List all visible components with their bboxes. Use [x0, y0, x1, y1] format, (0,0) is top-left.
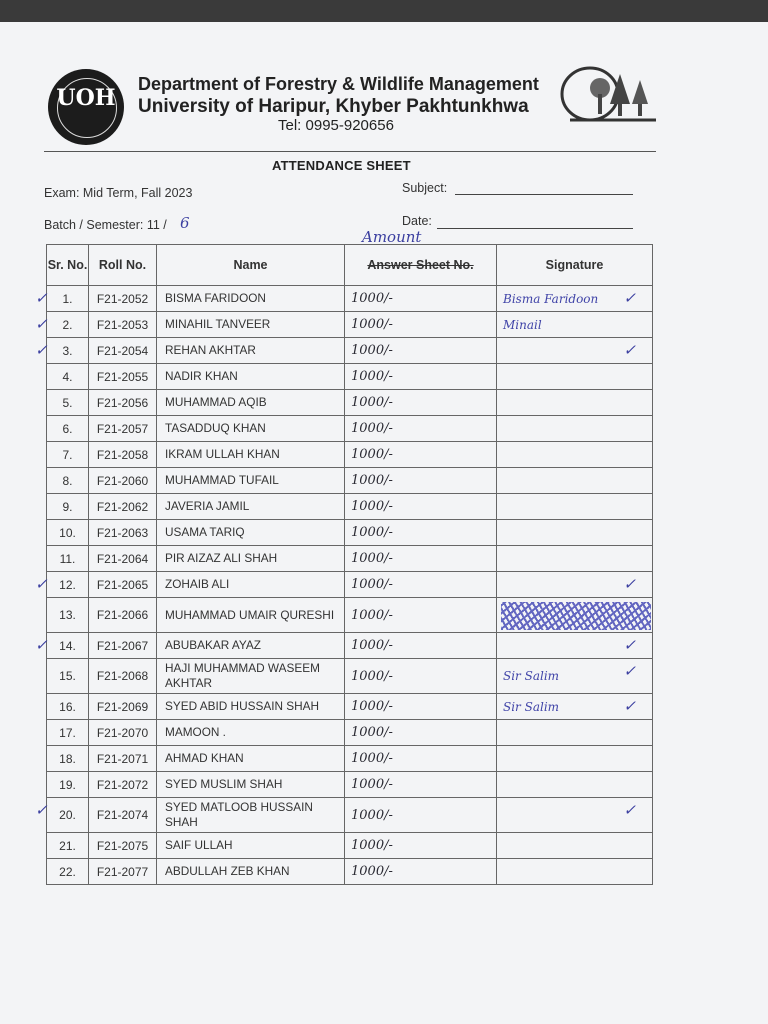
table-row	[47, 494, 653, 520]
tick-mark-icon: ✓	[623, 663, 636, 680]
amount-text: 1000/-	[351, 291, 393, 306]
name-cell	[157, 520, 345, 546]
roll-cell	[89, 286, 157, 312]
sr-text: 7.	[62, 447, 73, 462]
amount-text: 1000/-	[351, 499, 393, 514]
amount-cell	[345, 520, 497, 546]
amount-cell	[345, 442, 497, 468]
table-row	[47, 520, 653, 546]
name-cell	[157, 746, 345, 772]
sr-text: 6.	[62, 421, 73, 436]
col-header-answer-sheet: Answer Sheet No.	[345, 245, 497, 286]
amount-text: 1000/-	[351, 317, 393, 332]
subject-blank-line	[455, 194, 633, 195]
sr-text: 18.	[59, 751, 76, 766]
attendance-table	[35, 244, 653, 885]
name-cell	[157, 659, 345, 694]
amount-text: 1000/-	[351, 607, 393, 623]
signature-text: Sir Salim	[503, 699, 560, 714]
amount-cell	[345, 546, 497, 572]
amount-cell	[345, 468, 497, 494]
name-text: ABUBAKAR AYAZ	[165, 638, 261, 652]
sr-text: 21.	[59, 838, 76, 853]
sr-text: 4.	[62, 369, 73, 384]
sr-cell	[47, 442, 89, 468]
roll-text: F21-2070	[96, 725, 149, 740]
margin-tick-icon: ✓	[35, 802, 48, 819]
name-text: TASADDUQ KHAN	[165, 421, 266, 435]
sr-cell	[47, 520, 89, 546]
name-cell	[157, 772, 345, 798]
signature-cell	[497, 286, 653, 312]
name-cell	[157, 546, 345, 572]
roll-text: F21-2065	[96, 577, 149, 592]
roll-cell	[89, 338, 157, 364]
sr-text: 22.	[59, 864, 76, 879]
amount-cell	[345, 633, 497, 659]
amount-cell	[345, 416, 497, 442]
signature-cell	[497, 633, 653, 659]
amount-text: 1000/-	[351, 807, 393, 823]
table-row	[47, 390, 653, 416]
signature-text	[497, 778, 503, 792]
table-row	[47, 286, 653, 312]
name-text: MUHAMMAD UMAIR QURESHI	[165, 607, 335, 622]
forestry-department-logo	[560, 64, 660, 126]
amount-text: 1000/-	[351, 838, 393, 853]
amount-cell	[345, 772, 497, 798]
amount-text: 1000/-	[351, 577, 393, 592]
amount-text: 1000/-	[351, 473, 393, 488]
sr-cell	[47, 468, 89, 494]
signature-text	[497, 639, 503, 653]
amount-cell	[345, 312, 497, 338]
name-text: MUHAMMAD AQIB	[165, 395, 267, 409]
batch-label: Batch / Semester: 11 /	[44, 218, 167, 232]
exam-label: Exam: Mid Term, Fall 2023	[44, 186, 193, 200]
name-cell	[157, 798, 345, 833]
name-cell	[157, 468, 345, 494]
amount-text: 1000/-	[351, 751, 393, 766]
sr-text: 14.	[59, 638, 76, 653]
roll-cell	[89, 659, 157, 694]
name-cell	[157, 633, 345, 659]
name-text: SYED MATLOOB HUSSAIN SHAH	[165, 800, 313, 829]
amount-text: 1000/-	[351, 864, 393, 879]
amount-text: 1000/-	[351, 777, 393, 792]
name-text: PIR AIZAZ ALI SHAH	[165, 551, 278, 565]
roll-text: F21-2054	[96, 343, 149, 358]
table-row	[47, 364, 653, 390]
sr-text: 16.	[59, 699, 76, 714]
table-row	[47, 312, 653, 338]
name-cell	[157, 286, 345, 312]
signature-cell	[497, 833, 653, 859]
name-cell	[157, 833, 345, 859]
roll-text: F21-2067	[96, 638, 149, 653]
roll-cell	[89, 746, 157, 772]
amount-cell	[345, 494, 497, 520]
sr-cell	[47, 416, 89, 442]
roll-text: F21-2066	[96, 608, 149, 622]
name-cell	[157, 572, 345, 598]
signature-cell	[497, 442, 653, 468]
amount-handwritten-header: Amount	[362, 228, 422, 246]
name-cell	[157, 694, 345, 720]
roll-text: F21-2069	[96, 699, 149, 714]
name-text: MUHAMMAD TUFAIL	[165, 473, 279, 487]
signature-text	[497, 500, 503, 514]
roll-text: F21-2074	[96, 808, 149, 822]
amount-cell	[345, 720, 497, 746]
amount-cell	[345, 659, 497, 694]
signature-cell	[497, 598, 653, 633]
name-cell	[157, 442, 345, 468]
name-cell	[157, 859, 345, 885]
signature-cell	[497, 494, 653, 520]
signature-cell	[497, 798, 653, 833]
signature-cell	[497, 364, 653, 390]
sr-cell	[35, 633, 89, 659]
signature-text	[497, 422, 503, 436]
amount-cell	[345, 746, 497, 772]
table-row	[47, 572, 653, 598]
amount-cell	[345, 572, 497, 598]
sr-text: 13.	[59, 608, 76, 622]
signature-text	[497, 448, 503, 462]
sr-cell	[35, 312, 89, 338]
signature-cell	[497, 859, 653, 885]
sr-cell	[35, 798, 89, 833]
name-cell	[157, 494, 345, 520]
amount-cell	[345, 286, 497, 312]
roll-cell	[89, 442, 157, 468]
col-header-signature: Signature	[497, 245, 653, 286]
amount-text: 1000/-	[351, 638, 393, 653]
name-text: NADIR KHAN	[165, 369, 238, 383]
signature-cell	[497, 746, 653, 772]
table-row	[47, 659, 653, 694]
header-divider	[44, 151, 656, 152]
sr-cell	[47, 694, 89, 720]
signature-text	[497, 578, 503, 592]
sr-cell	[47, 859, 89, 885]
sr-text: 8.	[62, 473, 73, 488]
seal-monogram: UOH	[56, 85, 116, 111]
amount-text: 1000/-	[351, 343, 393, 358]
table-row	[47, 746, 653, 772]
amount-text: 1000/-	[351, 699, 393, 714]
name-text: MAMOON .	[165, 725, 226, 739]
col-header-sr: Sr. No.	[47, 245, 89, 286]
signature-text	[497, 370, 503, 384]
name-text: SYED ABID HUSSAIN SHAH	[165, 699, 320, 713]
sr-text: 15.	[59, 669, 76, 683]
sr-text: 20.	[59, 808, 76, 822]
sr-text: 5.	[62, 395, 73, 410]
sr-cell	[47, 494, 89, 520]
signature-cell	[497, 772, 653, 798]
subject-label: Subject:	[402, 181, 448, 195]
sr-cell	[47, 659, 89, 694]
signature-cell	[497, 312, 653, 338]
signature-text	[497, 752, 503, 766]
amount-text: 1000/-	[351, 525, 393, 540]
roll-text: F21-2062	[96, 499, 149, 514]
sr-cell	[47, 720, 89, 746]
name-text: MINAHIL TANVEER	[165, 317, 271, 331]
sr-text: 19.	[59, 777, 76, 792]
tick-mark-icon: ✓	[623, 802, 636, 819]
name-cell	[157, 416, 345, 442]
margin-tick-icon: ✓	[35, 342, 48, 359]
name-cell	[157, 338, 345, 364]
roll-text: F21-2057	[96, 421, 149, 436]
roll-cell	[89, 798, 157, 833]
signature-cell	[497, 659, 653, 694]
amount-cell	[345, 338, 497, 364]
name-text: IKRAM ULLAH KHAN	[165, 447, 280, 461]
roll-cell	[89, 572, 157, 598]
name-text: HAJI MUHAMMAD WASEEM AKHTAR	[165, 661, 320, 690]
table-header-row	[47, 245, 653, 286]
table-row	[47, 859, 653, 885]
amount-cell	[345, 859, 497, 885]
name-text: ZOHAIB ALI	[165, 577, 230, 591]
signature-cell	[497, 390, 653, 416]
amount-text: 1000/-	[351, 421, 393, 436]
roll-cell	[89, 720, 157, 746]
name-text: BISMA FARIDOON	[165, 291, 266, 305]
attendance-sheet-paper	[0, 22, 768, 1024]
tick-mark-icon: ✓	[623, 342, 636, 359]
signature-text	[497, 552, 503, 566]
amount-cell	[345, 390, 497, 416]
table-row	[47, 720, 653, 746]
sr-cell	[47, 546, 89, 572]
roll-text: F21-2068	[96, 669, 149, 683]
signature-text: Sir Salim	[503, 669, 560, 683]
amount-cell	[345, 598, 497, 633]
table-row	[47, 416, 653, 442]
roll-cell	[89, 546, 157, 572]
name-text: ABDULLAH ZEB KHAN	[165, 864, 290, 878]
roll-cell	[89, 520, 157, 546]
roll-text: F21-2052	[96, 291, 149, 306]
sr-cell	[47, 390, 89, 416]
amount-text: 1000/-	[351, 395, 393, 410]
sr-cell	[47, 833, 89, 859]
signature-cell	[497, 546, 653, 572]
sr-cell	[35, 286, 89, 312]
roll-text: F21-2063	[96, 525, 149, 540]
name-text: SAIF ULLAH	[165, 838, 233, 852]
sr-text: 10.	[59, 525, 76, 540]
sr-text: 9.	[62, 499, 73, 514]
margin-tick-icon: ✓	[35, 316, 48, 333]
roll-cell	[89, 598, 157, 633]
tick-mark-icon: ✓	[623, 576, 636, 593]
name-text: USAMA TARIQ	[165, 525, 245, 539]
sr-cell	[35, 572, 89, 598]
tick-mark-icon: ✓	[623, 698, 636, 715]
signature-text	[497, 726, 503, 740]
sr-cell	[47, 746, 89, 772]
roll-cell	[89, 364, 157, 390]
sr-text: 2.	[62, 317, 73, 332]
col-header-roll: Roll No.	[89, 245, 157, 286]
sr-cell	[35, 338, 89, 364]
name-cell	[157, 598, 345, 633]
margin-tick-icon: ✓	[35, 637, 48, 654]
signature-cell	[497, 468, 653, 494]
table-row	[47, 338, 653, 364]
scribbled-signature-mark	[501, 602, 651, 630]
roll-text: F21-2056	[96, 395, 149, 410]
sr-cell	[47, 364, 89, 390]
tick-mark-icon: ✓	[623, 637, 636, 654]
name-text: JAVERIA JAMIL	[165, 499, 250, 513]
date-label: Date:	[402, 214, 432, 228]
name-cell	[157, 364, 345, 390]
table-row	[47, 546, 653, 572]
signature-cell	[497, 416, 653, 442]
table-row	[47, 633, 653, 659]
batch-handwritten-value: 6	[180, 214, 190, 232]
roll-cell	[89, 468, 157, 494]
roll-cell	[89, 312, 157, 338]
table-row	[47, 468, 653, 494]
amount-cell	[345, 694, 497, 720]
table-row	[47, 442, 653, 468]
amount-text: 1000/-	[351, 668, 393, 684]
tick-mark-icon: ✓	[623, 290, 636, 307]
name-text: REHAN AKHTAR	[165, 343, 256, 357]
amount-cell	[345, 798, 497, 833]
sr-text: 3.	[62, 343, 73, 358]
table-row	[47, 833, 653, 859]
university-seal-logo	[48, 69, 124, 145]
roll-cell	[89, 859, 157, 885]
sr-cell	[47, 598, 89, 633]
date-blank-line	[437, 228, 633, 229]
amount-text: 1000/-	[351, 725, 393, 740]
signature-text	[497, 344, 503, 358]
university-heading: University of Haripur, Khyber Pakhtunkhwa	[138, 96, 529, 117]
roll-cell	[89, 633, 157, 659]
table-row	[47, 772, 653, 798]
roll-text: F21-2058	[96, 447, 149, 462]
signature-text	[497, 526, 503, 540]
name-text: SYED MUSLIM SHAH	[165, 777, 283, 791]
roll-cell	[89, 833, 157, 859]
margin-tick-icon: ✓	[35, 576, 48, 593]
roll-text: F21-2075	[96, 838, 149, 853]
signature-text	[497, 808, 503, 822]
table-row	[47, 694, 653, 720]
roll-cell	[89, 772, 157, 798]
amount-cell	[345, 364, 497, 390]
name-text: AHMAD KHAN	[165, 751, 244, 765]
sr-text: 1.	[62, 291, 73, 306]
sheet-title: ATTENDANCE SHEET	[272, 158, 411, 173]
roll-text: F21-2072	[96, 777, 149, 792]
amount-text: 1000/-	[351, 551, 393, 566]
roll-cell	[89, 416, 157, 442]
table-row	[47, 798, 653, 833]
signature-cell	[497, 720, 653, 746]
signature-cell	[497, 520, 653, 546]
amount-cell	[345, 833, 497, 859]
roll-cell	[89, 694, 157, 720]
sr-text: 17.	[59, 725, 76, 740]
roll-cell	[89, 494, 157, 520]
signature-text: Bisma Faridoon	[503, 291, 599, 306]
signature-text	[497, 396, 503, 410]
roll-cell	[89, 390, 157, 416]
signature-text	[497, 474, 503, 488]
col-header-name: Name	[157, 245, 345, 286]
roll-text: F21-2077	[96, 864, 149, 879]
roll-text: F21-2053	[96, 317, 149, 332]
amount-text: 1000/-	[351, 369, 393, 384]
signature-cell	[497, 572, 653, 598]
name-cell	[157, 312, 345, 338]
roll-text: F21-2064	[96, 551, 149, 566]
signature-text: Minail	[503, 317, 542, 332]
roll-text: F21-2060	[96, 473, 149, 488]
margin-tick-icon: ✓	[35, 290, 48, 307]
name-cell	[157, 720, 345, 746]
department-heading: Department of Forestry & Wildlife Management	[138, 74, 539, 94]
sr-cell	[47, 772, 89, 798]
amount-text: 1000/-	[351, 447, 393, 462]
roll-text: F21-2055	[96, 369, 149, 384]
telephone-line: Tel: 0995-920656	[278, 117, 394, 134]
signature-cell	[497, 338, 653, 364]
sr-text: 11.	[59, 551, 76, 566]
sr-text: 12.	[59, 577, 76, 592]
table-row	[47, 598, 653, 633]
signature-cell	[497, 694, 653, 720]
roll-text: F21-2071	[96, 751, 149, 766]
name-cell	[157, 390, 345, 416]
signature-text	[497, 839, 503, 853]
signature-text	[497, 865, 503, 879]
